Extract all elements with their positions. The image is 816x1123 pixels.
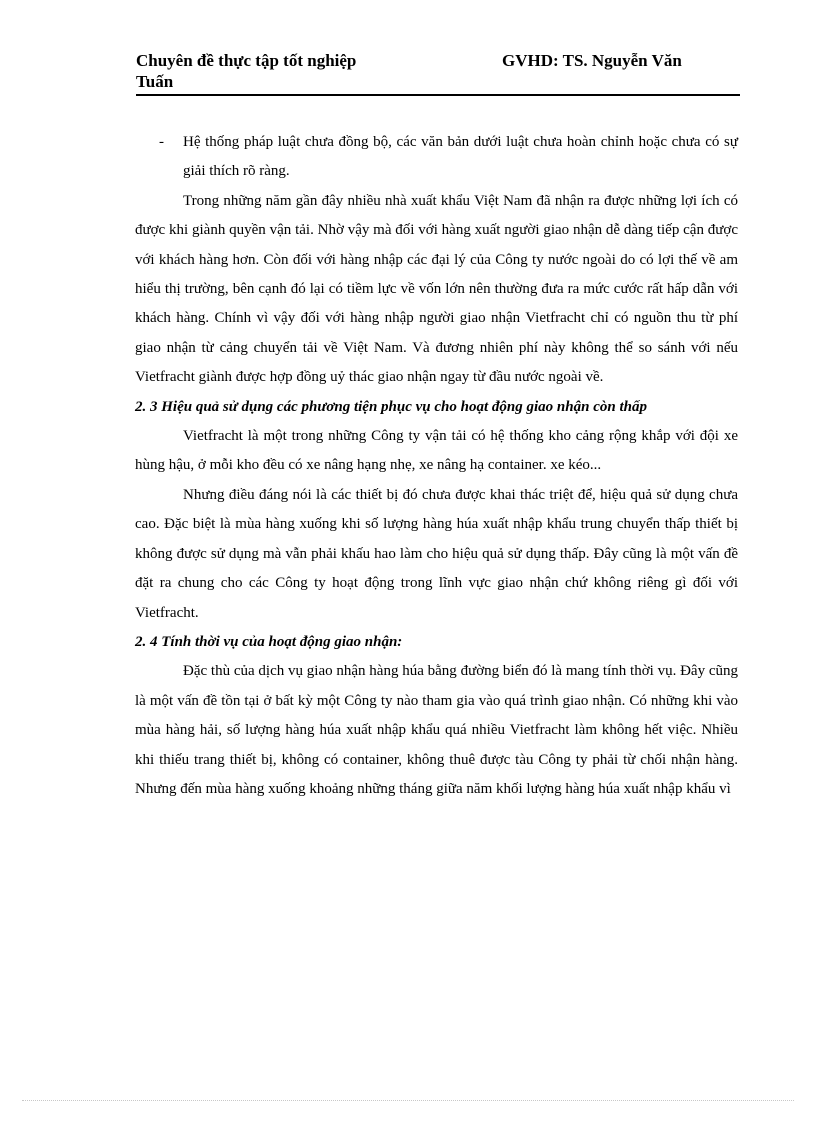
section-heading-2-4: 2. 4 Tính thời vụ của hoạt động giao nhận:	[135, 633, 403, 650]
page-header	[136, 48, 740, 96]
section-heading-2-3: 2. 3 Hiệu quả sử dụng các phương tiện phục vụ cho hoạt động giao nhận còn thấp	[135, 398, 647, 415]
header-thesis-title: Chuyên đề thực tập tốt nghiệp Tuấn	[136, 51, 357, 91]
paragraph-4: Đặc thù của dịch vụ giao nhận hàng húa bằng đường biển đó là mang tính thời vụ. Đây cũng là một vấn đề tồn tại ở bất kỳ một Công ty nào tham gia vào quá trình giao nhận. Có những khi vào mùa hàng hải, số lượng hàng húa xuất nhập khẩu quá nhiều Vietfracht làm không hết việc. Nhiều khi thiếu trang thiết bị, không có container, không thuê được tàu Công ty phải từ chối nhận hàng. Nhưng đến mùa hàng xuống khoảng những tháng giữa năm khối lượng hàng húa xuất nhập khẩu vì	[135, 663, 738, 797]
page-bottom-border	[22, 1100, 794, 1101]
document-body	[135, 128, 738, 804]
paragraph-3: Nhưng điều đáng nói là các thiết bị đó chưa được khai thác triệt để, hiệu quả sử dụng chưa cao. Đặc biệt là mùa hàng xuống khi số lượng hàng húa xuất nhập khẩu trung chuyển thấp thiết bị không được sử dụng mà vẫn phải khấu hao làm cho hiệu quả sử dụng thấp. Đây cũng là một vấn đề đặt ra chung cho các Công ty hoạt động trong lĩnh vực giao nhận chứ không riêng gì đối với Vietfracht.	[135, 486, 738, 621]
paragraph-1: Trong những năm gần đây nhiều nhà xuất khẩu Việt Nam đã nhận ra được những lợi ích có được khi giành quyền vận tải. Nhờ vậy mà đối với hàng xuất người giao nhận dễ dàng tiếp cận được với khách hàng hơn. Còn đối với hàng nhập các đại lý của Công ty nước ngoài do có lợi thế về am hiểu thị trường, bên cạnh đó lại có tiềm lực về vốn lớn nên thường đưa ra mức cước rất hấp dẫn với khách hàng. Chính vì vậy đối với hàng nhập người giao nhận Vietfracht chỉ có nguồn thu từ phí giao nhận từ cảng chuyển tải về Việt Nam. Và đương nhiên phí này không thể so sánh với nếu Vietfracht giành được hợp đồng uỷ thác giao nhận ngay từ đầu nước ngoài về.	[135, 192, 738, 386]
bullet-dash: -	[159, 134, 164, 150]
paragraph-2: Vietfracht là một trong những Công ty vận tải có hệ thống kho cảng rộng khắp với đội xe hùng hậu, ở mỗi kho đều có xe nâng hạng nhẹ, xe nâng hạ container. xe kéo...	[135, 428, 738, 474]
header-supervisor: GVHD: TS. Nguyễn Văn	[502, 51, 682, 70]
bullet-text: Hệ thống pháp luật chưa đồng bộ, các văn bản dưới luật chưa hoàn chỉnh hoặc chưa có sự giải thích rõ ràng.	[183, 134, 738, 180]
bullet-item	[135, 128, 738, 187]
